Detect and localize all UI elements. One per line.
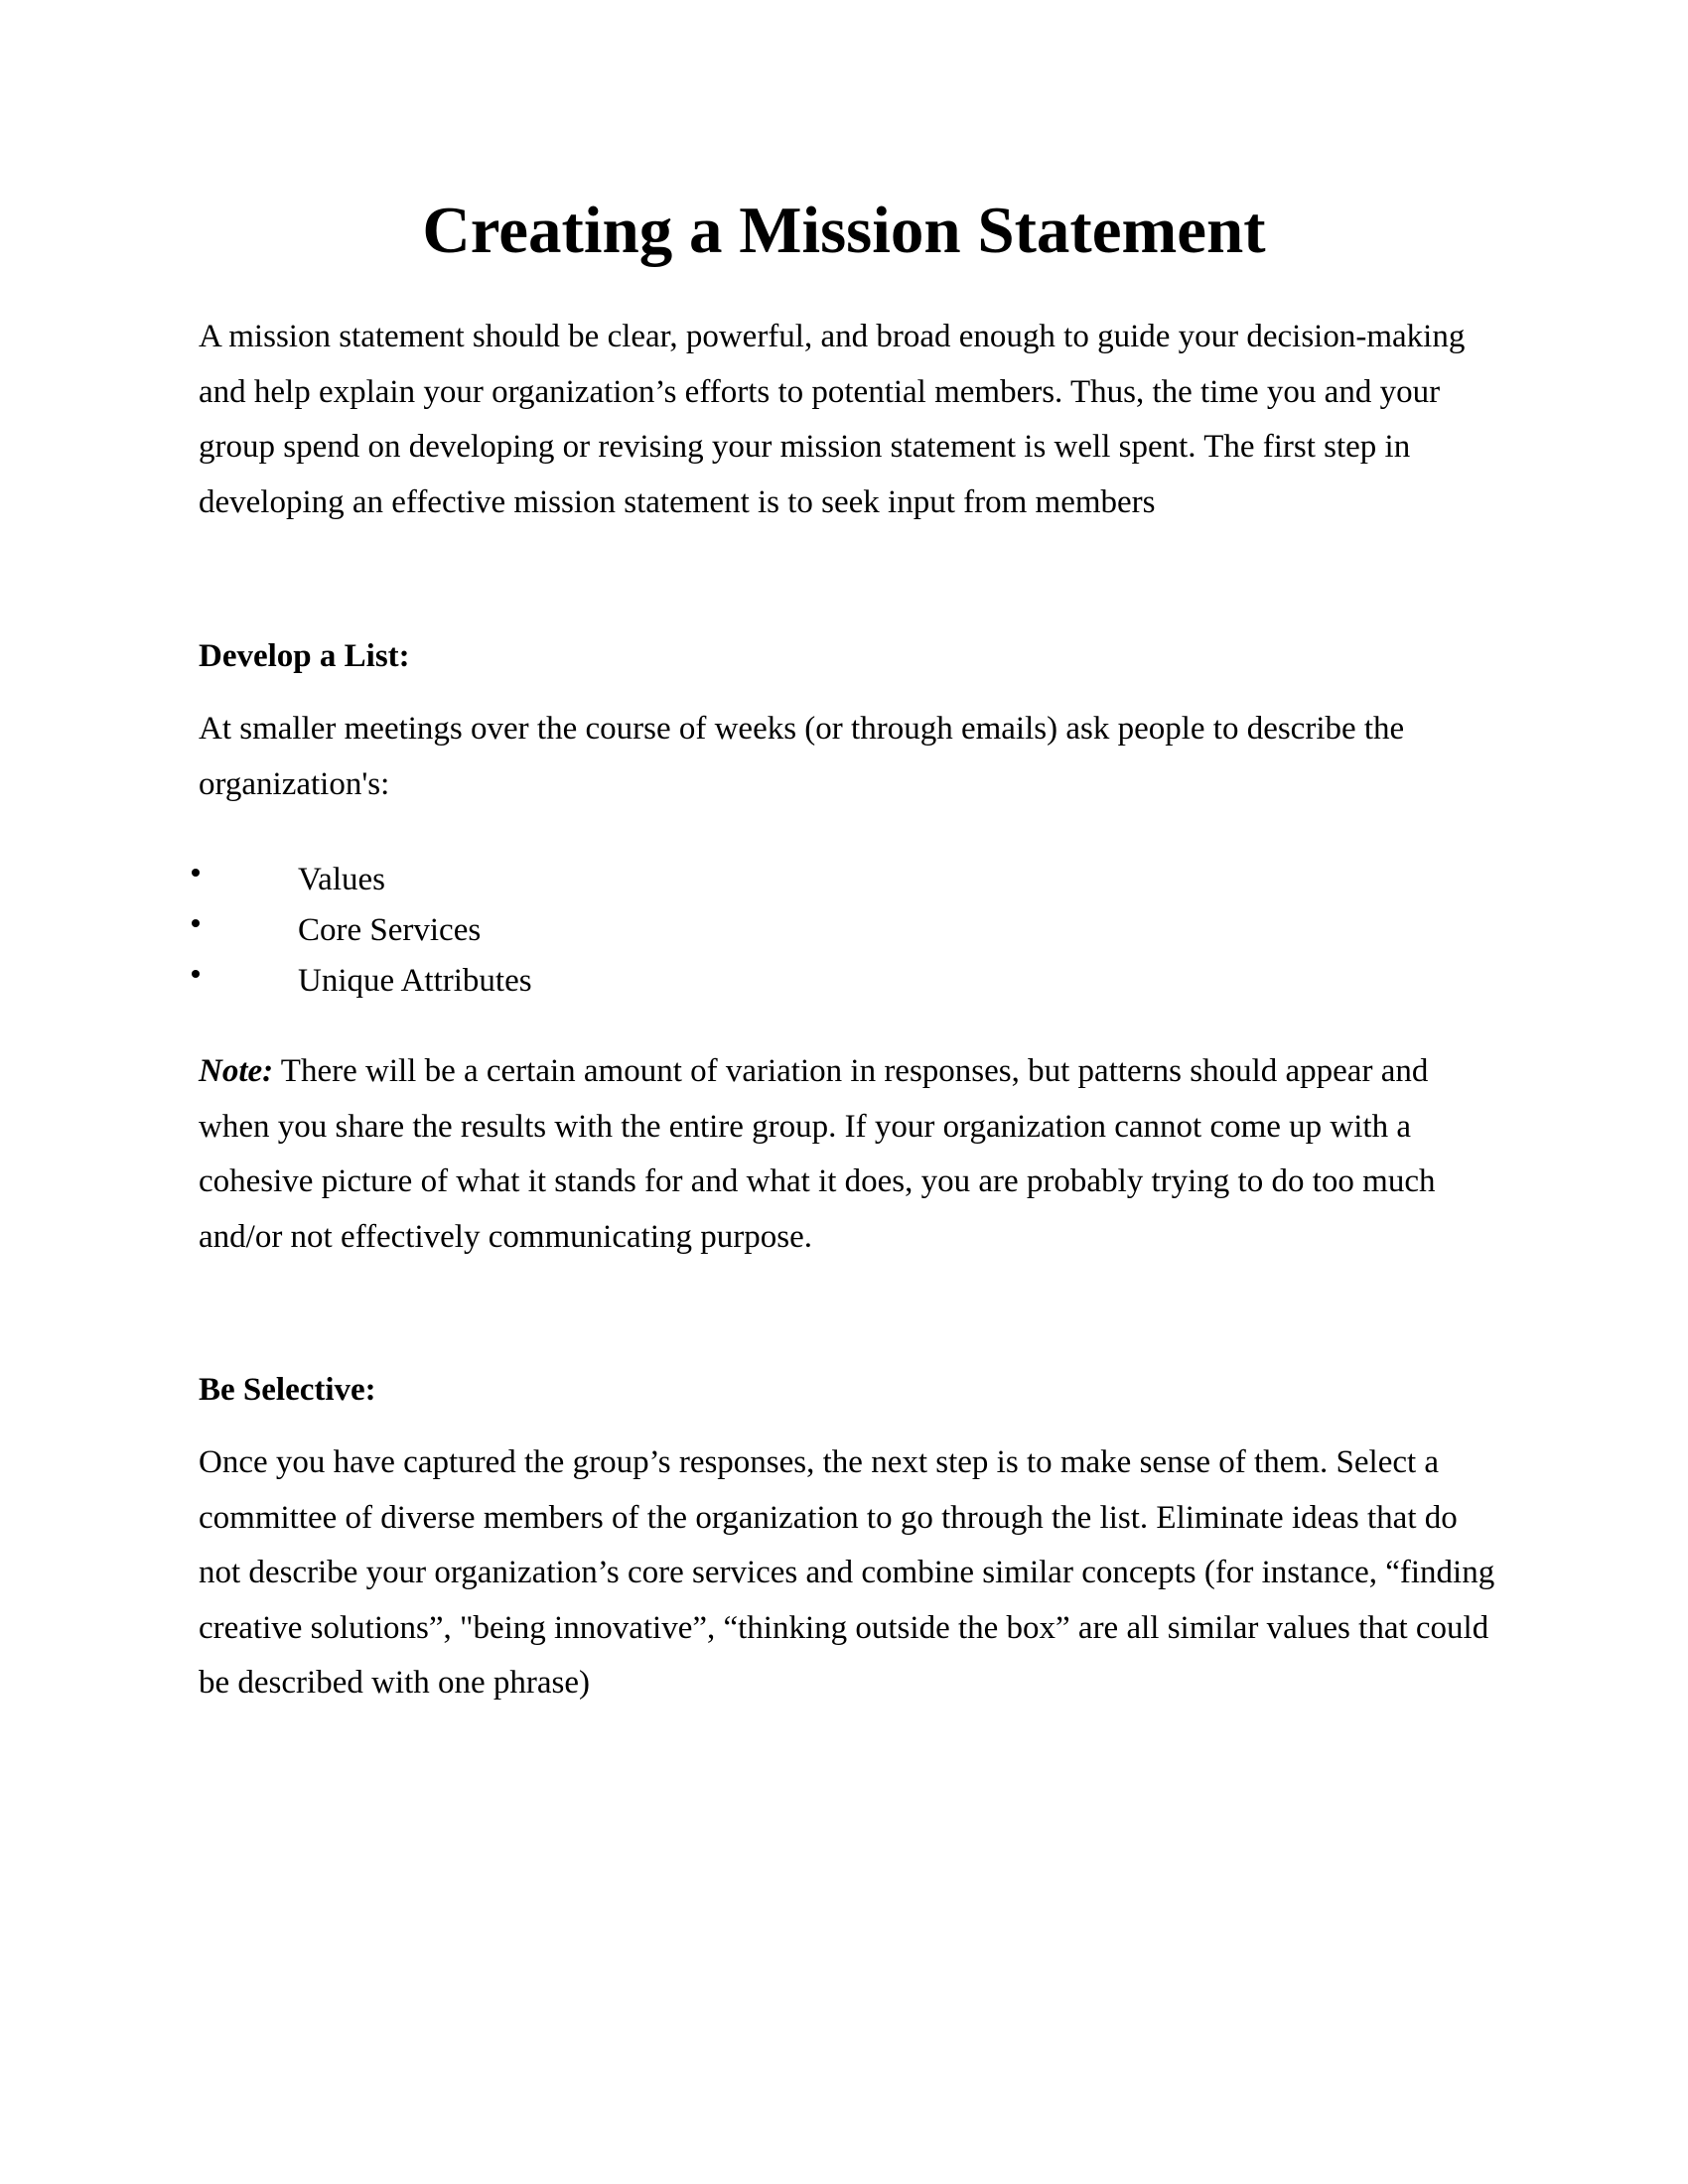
note-label: Note: xyxy=(199,1053,274,1089)
list-item-label: Values xyxy=(298,862,385,897)
list-item-label: Unique Attributes xyxy=(298,963,532,999)
attributes-list xyxy=(187,855,981,1007)
list-item xyxy=(187,956,981,1007)
bullet-icon xyxy=(192,970,200,978)
develop-list-intro: At smaller meetings over the course of weeks (or through emails) ask people to describe the organization's: xyxy=(199,711,1405,802)
list-item xyxy=(187,855,981,905)
bullet-icon xyxy=(192,919,200,927)
be-selective-heading: Be Selective: xyxy=(199,1372,376,1408)
note-text: There will be a certain amount of variation in responses, but patterns should appear and when you share the results with the entire group. If your organization cannot come up with a cohesive picture of what it stands for and what it does, you are probably trying to do too much and/or not effectively communicating purpose. xyxy=(199,1053,1436,1255)
develop-list-heading: Develop a List: xyxy=(199,638,410,674)
list-item xyxy=(187,905,981,956)
note-paragraph xyxy=(199,1044,1499,1265)
page-title: Creating a Mission Statement xyxy=(422,194,1266,267)
be-selective-paragraph: Once you have captured the group’s responses, the next step is to make sense of them. Select a committee of diverse members of the organization to go through the list. Eliminate ideas that do not describe your organization’s core services and combine similar concepts (for instance, “finding creative solutions”, "being innovative”, “thinking outside the box” are all similar values that could be described with one phrase) xyxy=(199,1444,1495,1701)
list-item-label: Core Services xyxy=(298,912,482,948)
bullet-icon xyxy=(192,869,200,877)
intro-paragraph: A mission statement should be clear, powerful, and broad enough to guide your decision-making and help explain your organization’s efforts to potential members. Thus, the time you and your group spend on developing or revising your mission statement is well spent. The first step in developing an effective mission statement is to seek input from members xyxy=(199,319,1466,520)
